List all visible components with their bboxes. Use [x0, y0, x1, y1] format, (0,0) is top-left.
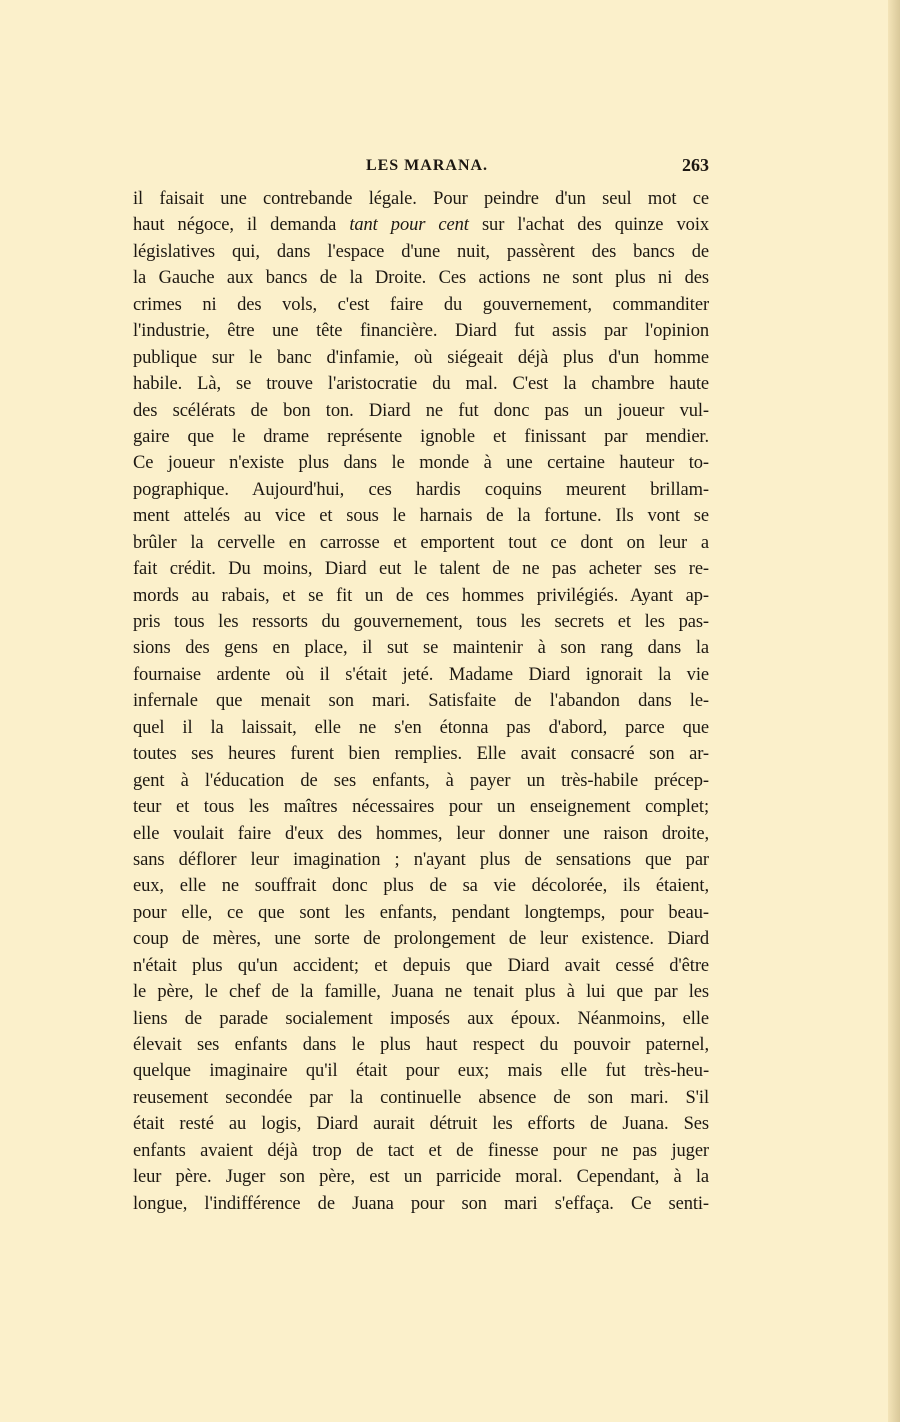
text-line: fournaise ardente où il s'était jeté. Madame Diard ignorait la vie — [133, 664, 709, 685]
text-line: la Gauche aux bancs de la Droite. Ces actions ne sont plus ni des — [133, 268, 709, 289]
text-line: sions des gens en place, il sut se maintenir à son rang dans la — [133, 638, 709, 659]
text-segment: sur l'achat des quinze voix — [468, 215, 710, 236]
italic-phrase: tant pour cent — [349, 215, 469, 236]
text-line: reusement secondée par la continuelle absence de son mari. S'il — [133, 1087, 709, 1108]
body-text — [133, 186, 709, 1217]
text-line: pris tous les ressorts du gouvernement, tous les secrets et les pas- — [133, 612, 709, 632]
text-line: pour elle, ce que sont les enfants, pendant longtemps, pour beau- — [133, 902, 709, 923]
text-line: brûler la cervelle en carrosse et emportent tout ce dont on leur a — [133, 532, 709, 553]
text-line: quelque imaginaire qu'il était pour eux; mais elle fut très-heu- — [133, 1061, 709, 1082]
text-line: était resté au logis, Diard aurait détruit les efforts de Juana. Ses — [133, 1114, 709, 1135]
text-line: toutes ses heures furent bien remplies. Elle avait consacré son ar- — [133, 744, 709, 765]
text-line: des scélérats de bon ton. Diard ne fut donc pas un joueur vul- — [133, 400, 709, 421]
text-line: il faisait une contrebande légale. Pour peindre d'un seul mot ce — [133, 189, 709, 209]
text-line: longue, l'indifférence de Juana pour son mari s'effaça. Ce senti- — [133, 1193, 709, 1214]
text-line: coup de mères, une sorte de prolongement de leur existence. Diard — [133, 929, 709, 950]
text-line: mords au rabais, et se fit un de ces hommes privilégiés. Ayant ap- — [133, 585, 709, 606]
text-line: sans déflorer leur imagination ; n'ayant plus de sensations que par — [133, 849, 709, 870]
text-line: législatives qui, dans l'espace d'une nuit, passèrent des bancs de — [133, 241, 709, 262]
running-header — [133, 154, 709, 178]
text-line: enfants avaient déjà trop de tact et de finesse pour ne pas juger — [133, 1140, 709, 1161]
text-line: crimes ni des vols, c'est faire du gouvernement, commanditer — [133, 294, 709, 315]
text-line: eux, elle ne souffrait donc plus de sa vie décolorée, ils étaient, — [133, 876, 709, 897]
text-line: élevait ses enfants dans le plus haut respect du pouvoir paternel, — [133, 1035, 709, 1055]
text-line: gent à l'éducation de ses enfants, à payer un très-habile précep- — [133, 770, 709, 791]
text-line: leur père. Juger son père, est un parricide moral. Cependant, à la — [133, 1167, 709, 1188]
text-line — [133, 212, 709, 238]
text-line: gaire que le drame représente ignoble et finissant par mendier. — [133, 426, 709, 447]
text-line: teur et tous les maîtres nécessaires pour un enseignement complet; — [133, 797, 709, 818]
text-line: publique sur le banc d'infamie, où siégeait déjà plus d'un homme — [133, 347, 709, 368]
text-line: ment attelés au vice et sous le harnais de la fortune. Ils vont se — [133, 506, 709, 527]
text-line: n'était plus qu'un accident; et depuis que Diard avait cessé d'être — [133, 955, 709, 976]
text-line: pographique. Aujourd'hui, ces hardis coquins meurent brillam- — [133, 479, 709, 500]
text-line: elle voulait faire d'eux des hommes, leur donner une raison droite, — [133, 823, 709, 844]
page-number: 263 — [682, 155, 709, 175]
running-title: LES MARANA. — [365, 157, 489, 174]
text-segment: haut négoce, il demanda — [133, 215, 350, 236]
text-line: l'industrie, être une tête financière. Diard fut assis par l'opinion — [133, 321, 709, 342]
text-line: le père, le chef de la famille, Juana ne tenait plus à lui que par les — [133, 982, 709, 1003]
text-line: quel il la laissait, elle ne s'en étonna pas d'abord, parce que — [133, 717, 709, 738]
text-line: Ce joueur n'existe plus dans le monde à une certaine hauteur to- — [133, 453, 709, 474]
text-line: liens de parade socialement imposés aux époux. Néanmoins, elle — [133, 1008, 709, 1029]
text-line: fait crédit. Du moins, Diard eut le talent de ne pas acheter ses re- — [133, 559, 709, 580]
page-edge — [888, 0, 900, 1422]
text-line: infernale que menait son mari. Satisfaite de l'abandon dans le- — [133, 691, 709, 712]
text-line: habile. Là, se trouve l'aristocratie du mal. C'est la chambre haute — [133, 374, 709, 395]
